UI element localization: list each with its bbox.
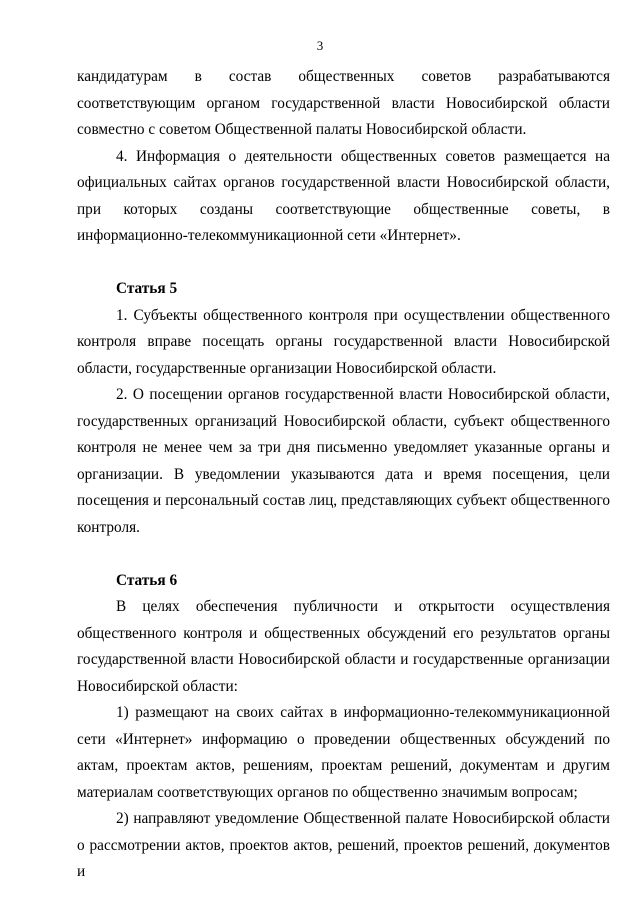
document-body [77,64,610,886]
paragraph: 1) размещают на своих сайтах в информационно-телекоммуникационной сети «Интернет» информацию о проведении общественных обсуждений по актам, проектам актов, решениям, проектам решений, документам и другим материалам соответствующих органов по общественно значимым вопросам; [77,704,610,801]
paragraph: 2. О посещении органов государственной власти Новосибирской области, государственных организаций Новосибирской области, субъект общественного контроля не менее чем за три дня письменно уведомляет указанные органы и организации. В уведомлении указываются дата и время посещения, цели посещения и персональный состав лиц, представляющих субъект общественного контроля. [77,386,610,536]
spacer [77,250,610,277]
page-number: 3 [316,38,324,53]
paragraph: кандидатурам в состав общественных советов разрабатываются соответствующим органом государственной власти Новосибирской области совместно с советом Общественной палаты Новосибирской области. [77,68,610,138]
spacer [77,541,610,568]
paragraph: 4. Информация о деятельности общественных советов размещается на официальных сайтах органов государственной власти Новосибирской области, при которых созданы соответствующие общественные советы, в информационно-телекоммуникационной сети «Интернет». [77,147,610,244]
article-heading: Статья 6 [116,571,178,589]
paragraph: В целях обеспечения публичности и открытости осуществления общественного контроля и общественных обсуждений его результатов органы государственной власти Новосибирской области и государственные организации Новосибирской области: [77,598,610,695]
paragraph: 1. Субъекты общественного контроля при осуществлении общественного контроля вправе посещать органы государственной власти Новосибирской области, государственные организации Новосибирской области. [77,306,610,377]
paragraph: 2) направляют уведомление Общественной палате Новосибирской области о рассмотрении актов, проектов актов, решений, проектов решений, документов и [77,810,610,880]
article-heading: Статья 5 [116,280,178,297]
